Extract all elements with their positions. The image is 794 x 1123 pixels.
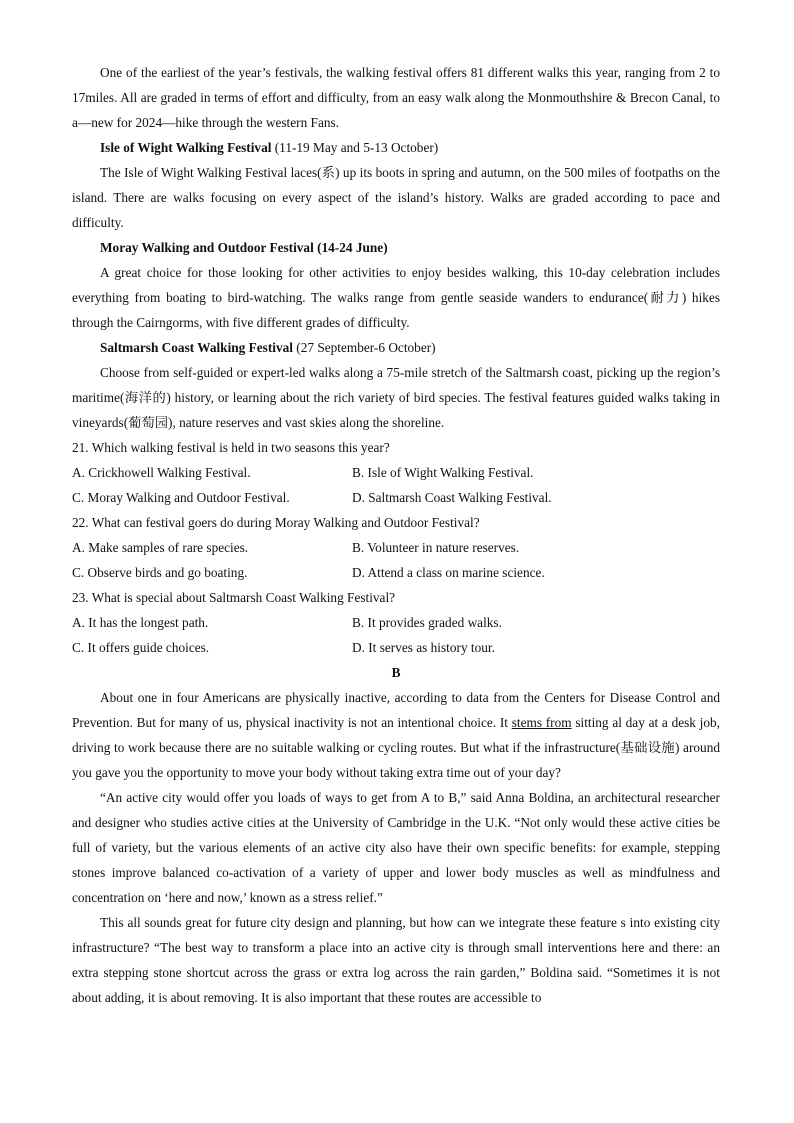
passage-b-paragraph-3: This all sounds great for future city design and planning, but how can we integrate these feature s into existing city infrastructure? “The best way to transform a place into an active city is through small interventions here and there: an extra stepping stone shortcut across the grass or extra log across the rain garden,” Boldina said. “Sometimes it is not about adding, it is about removing. It is also important that these routes are accessible to [72,915,720,1005]
option-c: C. Moray Walking and Outdoor Festival. [72,490,290,505]
question-stem: 23. What is special about Saltmarsh Coast Walking Festival? [72,590,396,605]
festival-heading-moray [72,235,720,260]
option-d: D. Attend a class on marine science. [352,565,545,580]
question-stem: 22. What can festival goers do during Moray Walking and Outdoor Festival? [72,515,480,530]
question-23 [72,585,720,660]
option-a: A. Make samples of rare species. [72,540,249,555]
festival-heading-saltmarsh [72,335,720,360]
option-row [72,560,720,585]
question-22 [72,510,720,585]
festival-name: Moray Walking and Outdoor Festival (14-24 June) [100,240,388,255]
option-row [72,485,720,510]
option-a: A. Crickhowell Walking Festival. [72,465,251,480]
option-a: A. It has the longest path. [72,615,209,630]
festival-name: Isle of Wight Walking Festival [100,140,272,155]
paragraph-text: sitting al day at a desk job, driving to work because there are no suitable walking or cycling routes. But what if the infrastructure(基础设施) around you gave you the opportunity to move your body without taking extra time out of your day? [72,715,720,780]
option-row [72,460,720,485]
question-stem: 21. Which walking festival is held in two seasons this year? [72,440,390,455]
passage-b-paragraph-1 [72,685,720,785]
option-row [72,610,720,635]
festival-heading-isle-of-wight [72,135,720,160]
festival-paragraph-saltmarsh: Choose from self-guided or expert-led walks along a 75-mile stretch of the Saltmarsh coast, picking up the region’s maritime(海洋的) history, or learning about the rich variety of bird species. The festival features guided walks taking in vineyards(葡萄园), nature reserves and vast skies along the shoreline. [72,365,720,430]
option-c: C. Observe birds and go boating. [72,565,248,580]
passage-b-paragraph-2: “An active city would offer you loads of ways to get from A to B,” said Anna Boldina, an architectural researcher and designer who studies active cities at the University of Cambridge in the U.K. “Not only would these active cities be full of variety, but the various elements of an active city also have their own specific benefits: for example, stepping stones improve balanced co-activation of a variety of upper and lower body muscles as well as mindfulness and concentration on ‘here and now,’ known as a stress relief.” [72,790,720,905]
option-d: D. It serves as history tour. [352,640,495,655]
festival-paragraph-isle-of-wight: The Isle of Wight Walking Festival laces(系) up its boots in spring and autumn, on the 500 miles of footpaths on the island. There are walks focusing on every aspect of the island’s history. Walks are graded according to pace and difficulty. [72,165,720,230]
festival-dates: (27 September-6 October) [292,340,436,355]
option-b: B. It provides graded walks. [352,615,502,630]
section-label: B [391,665,401,680]
document-page [72,60,720,1010]
option-c: C. It offers guide choices. [72,640,210,655]
underlined-phrase: stems from [511,715,572,730]
option-b: B. Isle of Wight Walking Festival. [352,465,534,480]
festival-paragraph-moray: A great choice for those looking for other activities to enjoy besides walking, this 10-day celebration includes everything from boating to bird-watching. The walks range from gentle seaside wanders to endurance(耐力) hikes through the Cairngorms, with five different grades of difficulty. [72,265,720,330]
option-d: D. Saltmarsh Coast Walking Festival. [352,490,552,505]
intro-paragraph: One of the earliest of the year’s festivals, the walking festival offers 81 different walks this year, ranging from 2 to 17miles. All are graded in terms of effort and difficulty, from an easy walk along the Monmouthshire & Brecon Canal, to a—new for 2024—hike through the western Fans. [72,65,720,130]
festival-name: Saltmarsh Coast Walking Festival [100,340,293,355]
question-21 [72,435,720,510]
festival-dates: (11-19 May and 5-13 October) [271,140,439,155]
option-row [72,635,720,660]
option-b: B. Volunteer in nature reserves. [352,540,520,555]
option-row [72,535,720,560]
paragraph-text: About one in four Americans are physically inactive, according to data from the Centers for Disease Control and Prevention. But for many of us, physical inactivity is not an intentional choice. It [72,690,720,730]
